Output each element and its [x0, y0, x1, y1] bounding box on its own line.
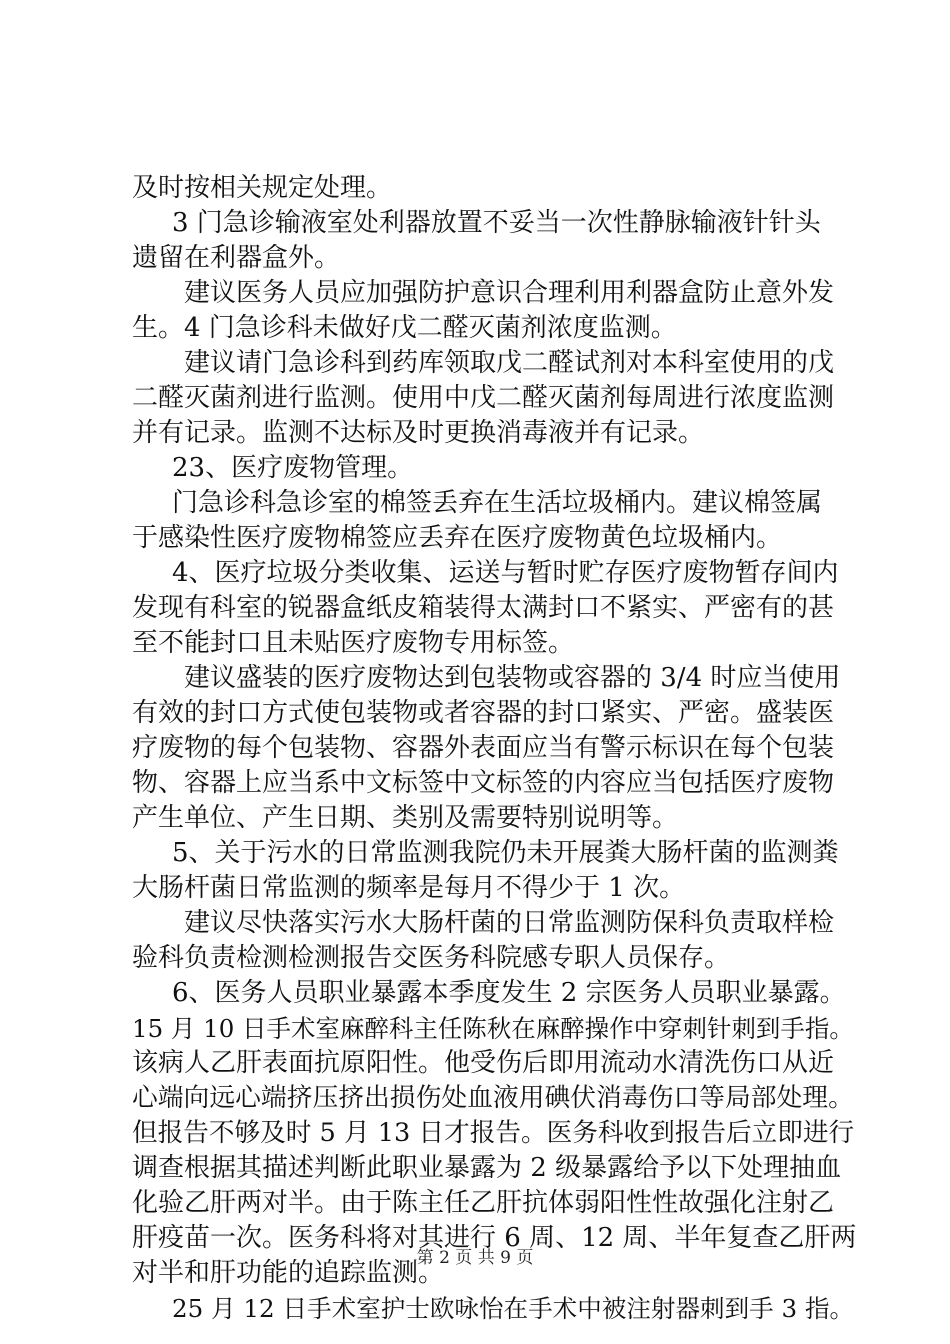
document-body [132, 171, 858, 1326]
text-line: 物、容器上应当系中文标签中文标签的内容应当包括医疗废物 [132, 768, 835, 798]
text-line: 心端向远心端挤压挤出损伤处血液用碘伏消毒伤口等局部处理。 [132, 1083, 854, 1113]
text-line: 5、关于污水的日常监测我院仍未开展粪大肠杆菌的监测粪 [172, 838, 839, 868]
text-line: 但报告不够及时 5 月 13 日才报告。医务科收到报告后立即进行 [132, 1118, 855, 1148]
text-line: 门急诊科急诊室的棉签丢弃在生活垃圾桶内。建议棉签属 [172, 488, 823, 518]
text-line: 对半和肝功能的追踪监测。 [132, 1258, 445, 1288]
text-line: 及时按相关规定处理。 [132, 173, 393, 203]
text-line: 于感染性医疗废物棉签应丢弃在医疗废物黄色垃圾桶内。 [132, 523, 783, 553]
text-line: 该病人乙肝表面抗原阳性。他受伤后即用流动水清洗伤口从近 [132, 1048, 835, 1078]
text-line: 验科负责检测检测报告交医务科院感专职人员保存。 [132, 943, 731, 973]
text-line: 23、医疗废物管理。 [172, 453, 414, 483]
text-line: 4、医疗垃圾分类收集、运送与暂时贮存医疗废物暂存间内 [172, 558, 839, 588]
text-line: 15 月 10 日手术室麻醉科主任陈秋在麻醉操作中穿刺针刺到手指。 [132, 1014, 854, 1043]
text-line: 大肠杆菌日常监测的频率是每月不得少于 1 次。 [132, 873, 686, 903]
text-line: 建议尽快落实污水大肠杆菌的日常监测防保科负责取样检 [184, 908, 835, 938]
text-line: 产生单位、产生日期、类别及需要特别说明等。 [132, 803, 679, 833]
text-line: 化验乙肝两对半。由于陈主任乙肝抗体弱阳性性故强化注射乙 [132, 1188, 835, 1218]
text-line: 建议医务人员应加强防护意识合理利用利器盒防止意外发 [184, 278, 835, 308]
text-line: 肝疫苗一次。医务科将对其进行 6 周、12 周、半年复查乙肝两 [132, 1223, 857, 1253]
text-line: 6、医务人员职业暴露本季度发生 2 宗医务人员职业暴露。 [172, 978, 846, 1008]
text-line: 25 月 12 日手术室护士欧咏怡在手术中被注射器刺到手 3 指。 [172, 1294, 855, 1323]
text-line: 至不能封口且未贴医疗废物专用标签。 [132, 628, 575, 658]
text-line: 二醛灭菌剂进行监测。使用中戊二醛灭菌剂每周进行浓度监测 [132, 383, 835, 413]
text-line: 调查根据其描述判断此职业暴露为 2 级暴露给予以下处理抽血 [132, 1153, 842, 1183]
text-line: 发现有科室的锐器盒纸皮箱装得太满封口不紧实、严密有的甚 [132, 593, 835, 623]
page-number: 第 2 页 共 9 页 [416, 1248, 534, 1268]
text-line: 并有记录。监测不达标及时更换消毒液并有记录。 [132, 418, 705, 448]
text-line: 建议盛装的医疗废物达到包装物或容器的 3/4 时应当使用 [184, 663, 841, 693]
text-line: 生。4 门急诊科未做好戊二醛灭菌剂浓度监测。 [132, 313, 677, 343]
text-line: 疗废物的每个包装物、容器外表面应当有警示标识在每个包装 [132, 733, 835, 763]
text-line: 遗留在利器盒外。 [132, 243, 341, 273]
text-line: 有效的封口方式使包装物或者容器的封口紧实、严密。盛装医 [132, 698, 835, 728]
text-line: 建议请门急诊科到药库领取戊二醛试剂对本科室使用的戊 [184, 348, 835, 378]
text-line: 3 门急诊输液室处利器放置不妥当一次性静脉输液针针头 [172, 208, 821, 238]
